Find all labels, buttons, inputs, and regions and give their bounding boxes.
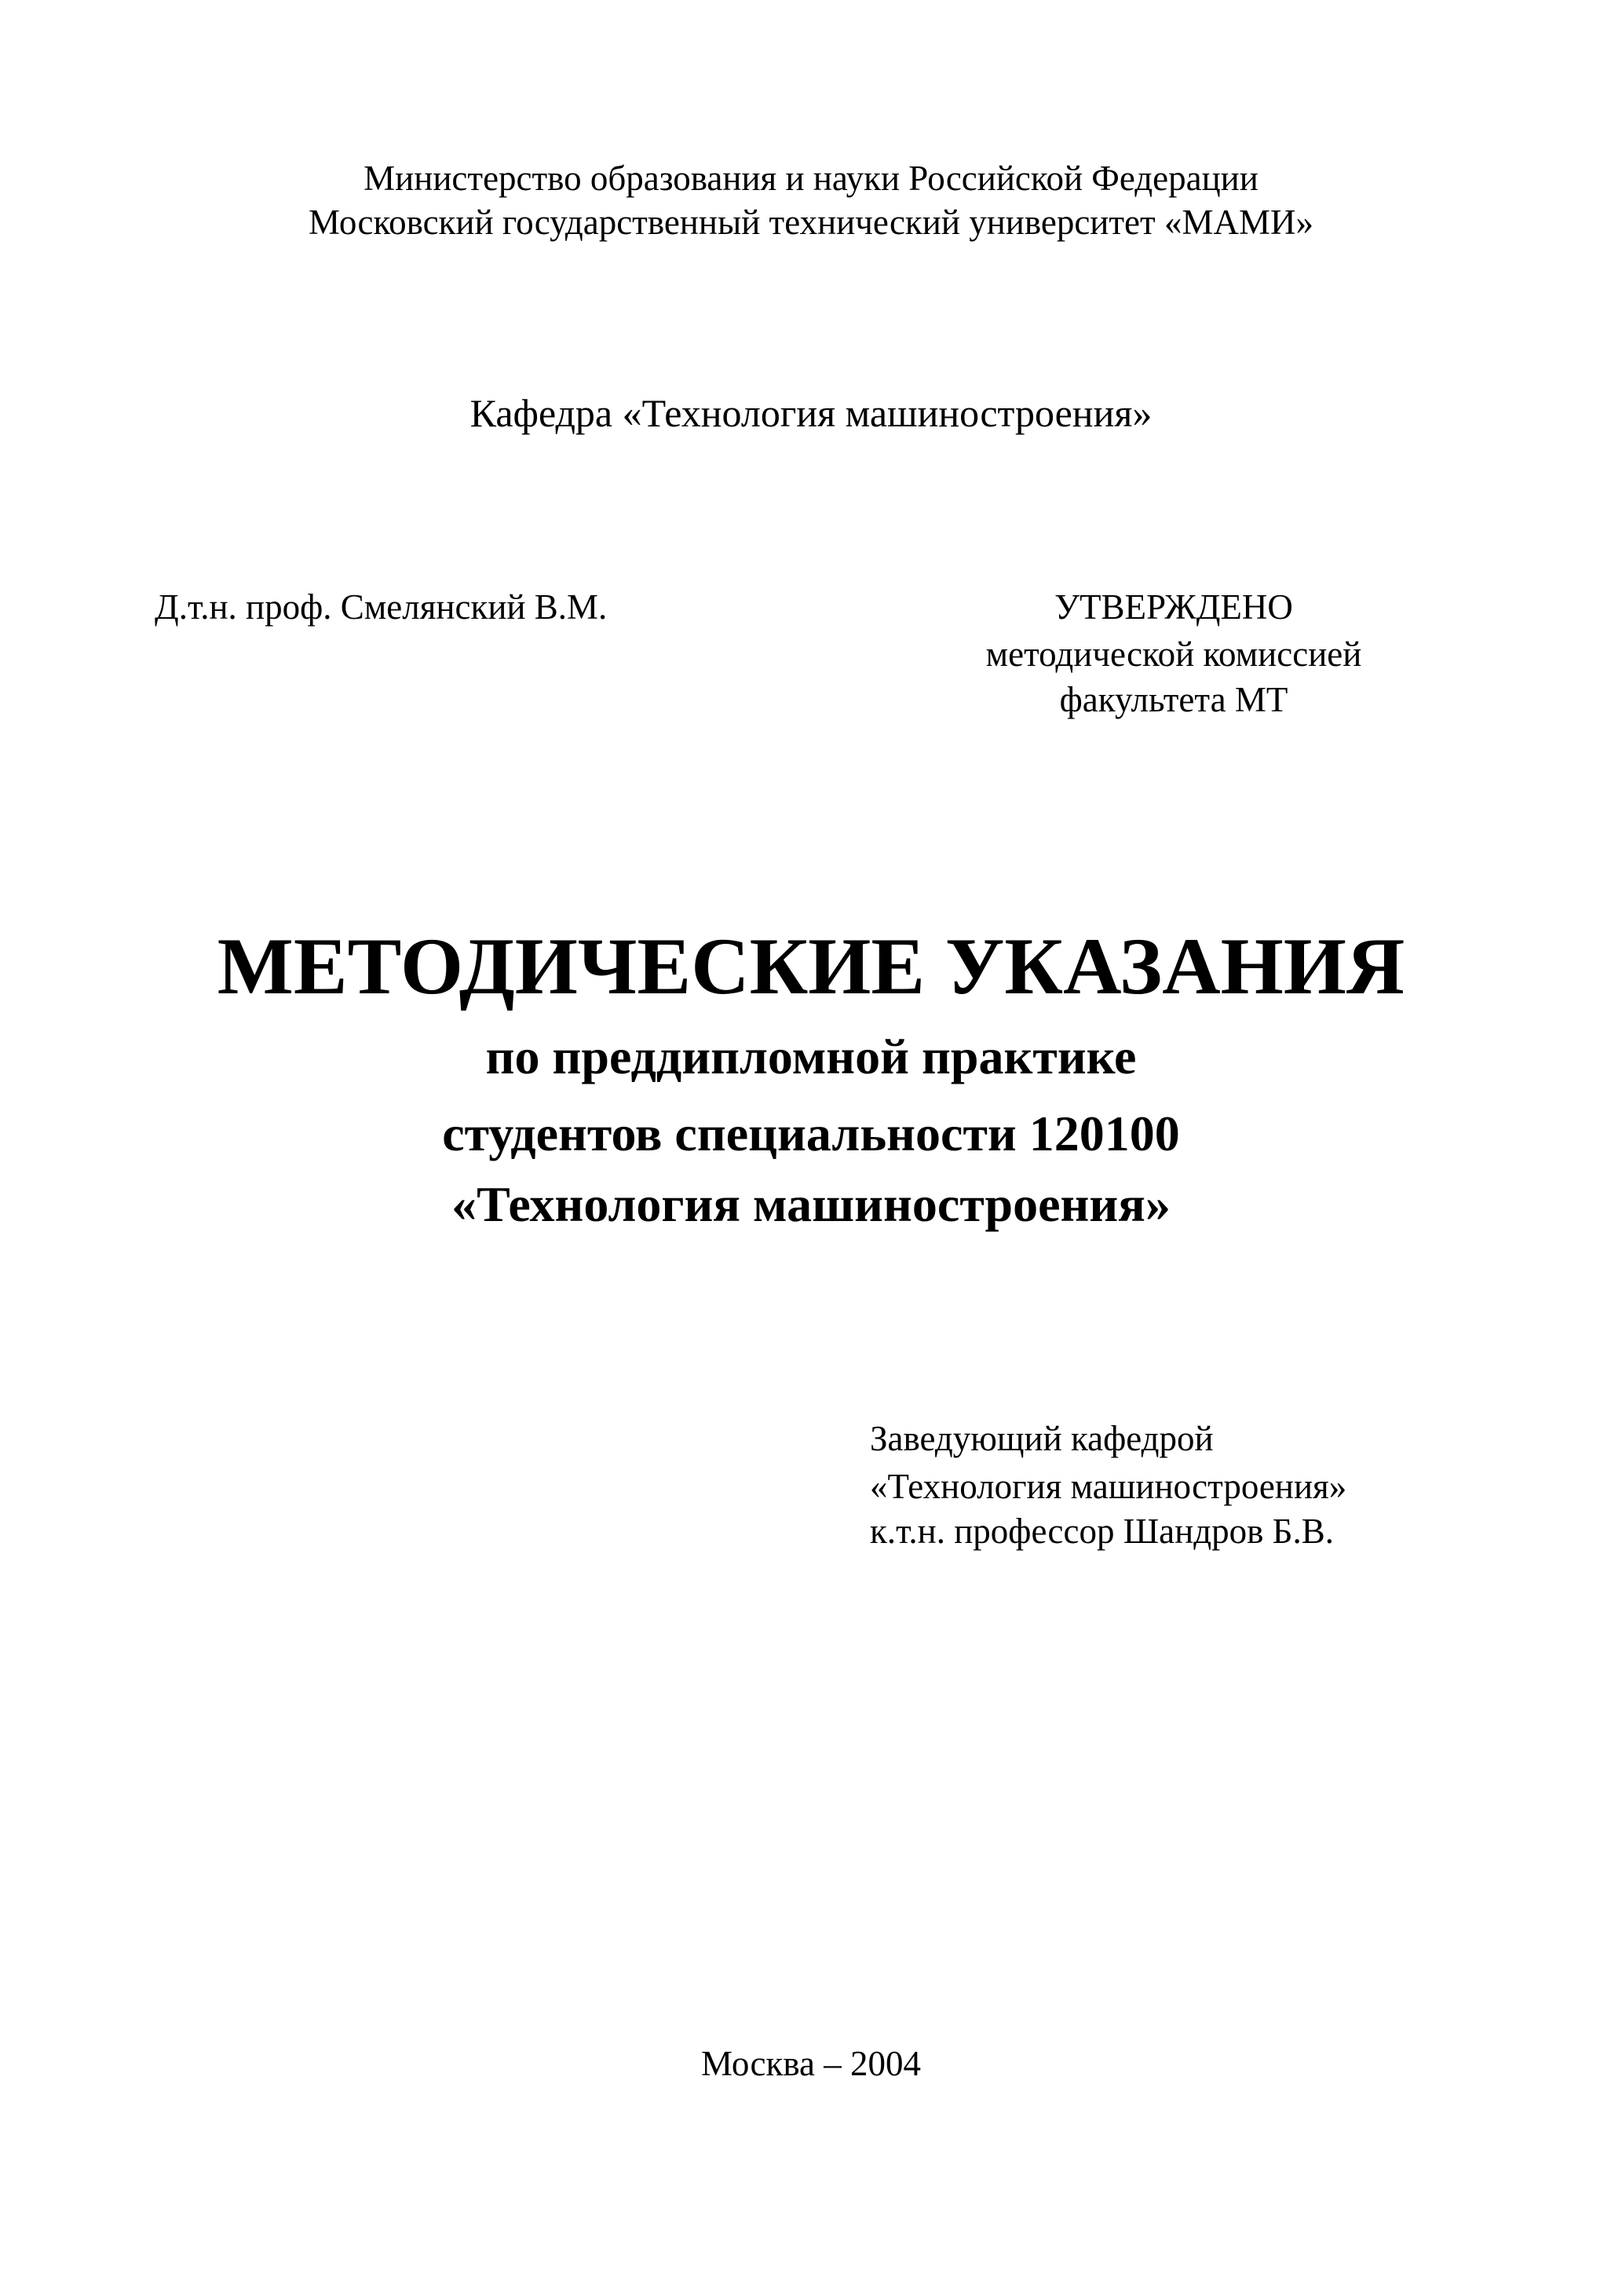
document-subtitle-line: по преддипломной практике	[485, 1029, 1137, 1084]
head-of-department-name: к.т.н. профессор Шандров Б.В.	[870, 1512, 1334, 1551]
head-of-department-position: Заведующий кафедрой	[870, 1419, 1214, 1458]
document-subtitle-line: студентов специальности 120100	[442, 1106, 1180, 1161]
head-of-department-department: «Технология машиностроения»	[870, 1467, 1347, 1506]
approval-title: УТВЕРЖДЕНО	[1054, 587, 1293, 627]
city-year: Москва – 2004	[701, 2044, 921, 2083]
ministry-name: Министерство образования и науки Российской Федерации	[363, 159, 1259, 198]
document-subtitle-line: «Технология машиностроения»	[451, 1176, 1171, 1232]
author-name: Д.т.н. проф. Смелянский В.М.	[155, 587, 608, 627]
approval-commission: методической комиссией	[985, 634, 1362, 674]
university-name: Московский государственный технический университет «МАМИ»	[309, 203, 1313, 242]
document-title: МЕТОДИЧЕСКИЕ УКАЗАНИЯ	[217, 922, 1405, 1011]
department-name: Кафедра «Технология машиностроения»	[469, 391, 1153, 435]
approval-faculty: факультета МТ	[1059, 680, 1288, 719]
